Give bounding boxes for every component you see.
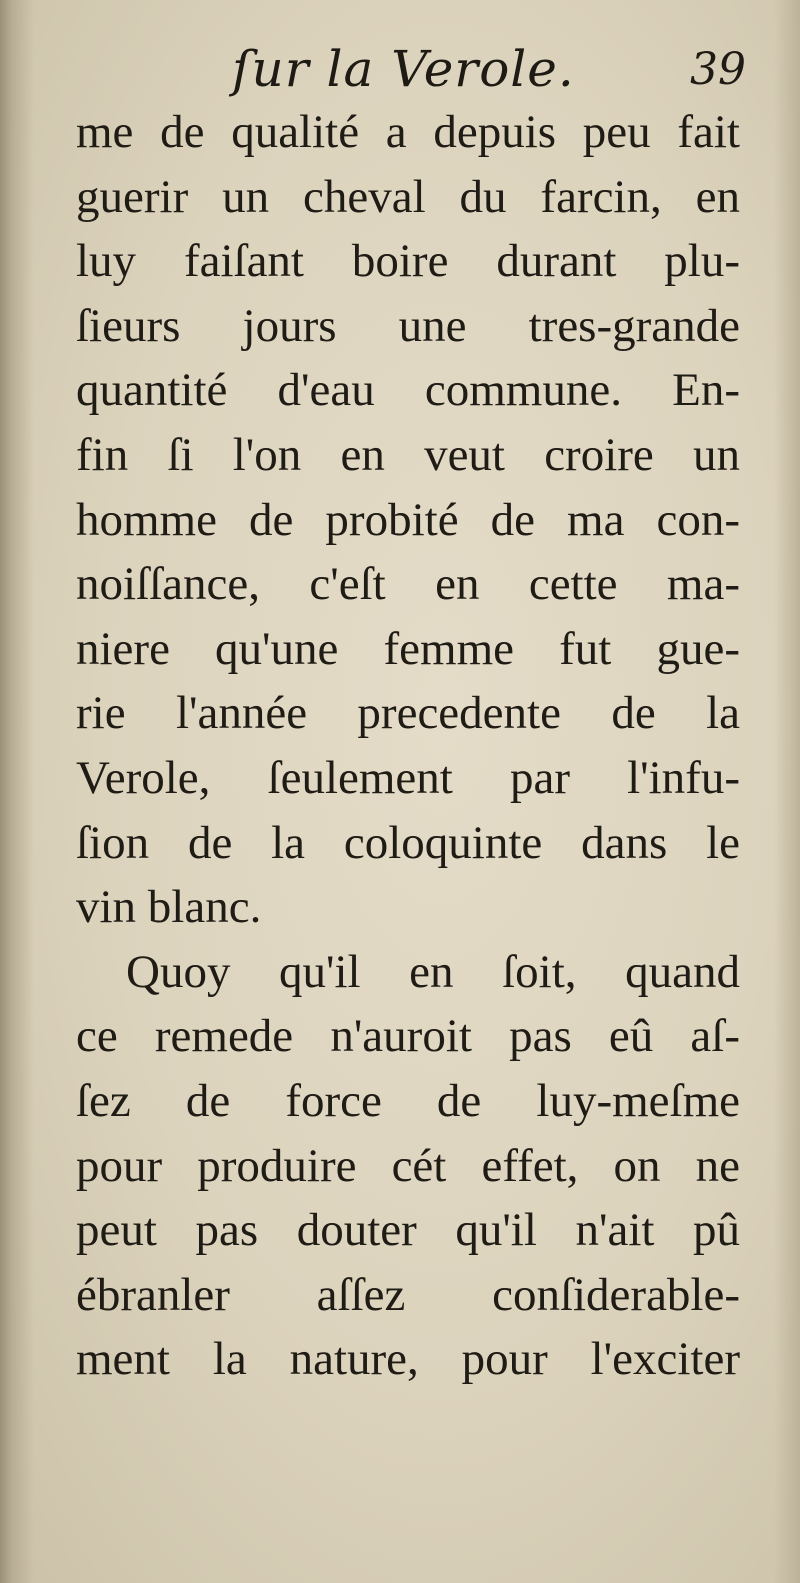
paragraph-end-line: vin blanc. bbox=[76, 881, 262, 934]
text-line: me de qualité a depuis peu fait bbox=[76, 106, 740, 158]
text-line: ment la nature, pour l'exciter bbox=[76, 1333, 740, 1386]
text-line: niere qu'une femme fut gue- bbox=[76, 622, 740, 675]
page-edge-shadow bbox=[774, 0, 800, 1583]
text-line: quantité d'eau commune. En- bbox=[76, 364, 740, 417]
body-text bbox=[76, 100, 740, 1392]
text-line: fin ſi l'on en veut croire un bbox=[76, 428, 740, 481]
text-line: ſieurs jours une tres-grande bbox=[76, 299, 740, 352]
text-line: rie l'année precedente de la bbox=[76, 687, 740, 740]
text-line: ſion de la coloquinte dans le bbox=[76, 816, 740, 869]
text-line: homme de probité de ma con- bbox=[76, 493, 740, 546]
running-head bbox=[0, 38, 800, 108]
text-line: ce remede n'auroit pas eû aſ- bbox=[76, 1010, 740, 1063]
text-line: ſez de force de luy-meſme bbox=[76, 1074, 740, 1127]
page-number: 39 bbox=[690, 44, 746, 95]
paragraph-start-line: Quoy qu'il en ſoit, quand bbox=[126, 945, 740, 998]
text-line: pour produire cét effet, on ne bbox=[76, 1139, 740, 1192]
text-line: peut pas douter qu'il n'ait pû bbox=[76, 1204, 740, 1257]
text-line: Verole, ſeulement par l'infu- bbox=[76, 751, 740, 804]
text-line: guerir un cheval du farcin, en bbox=[76, 170, 740, 223]
running-title: ſur la Verole. bbox=[232, 40, 575, 98]
text-line: luy faiſant boire durant plu- bbox=[76, 235, 740, 288]
gutter-shadow bbox=[0, 0, 34, 1583]
text-line: ébranler aſſez conſiderable- bbox=[76, 1268, 740, 1321]
text-line: noiſſance, c'eſt en cette ma- bbox=[76, 558, 740, 611]
